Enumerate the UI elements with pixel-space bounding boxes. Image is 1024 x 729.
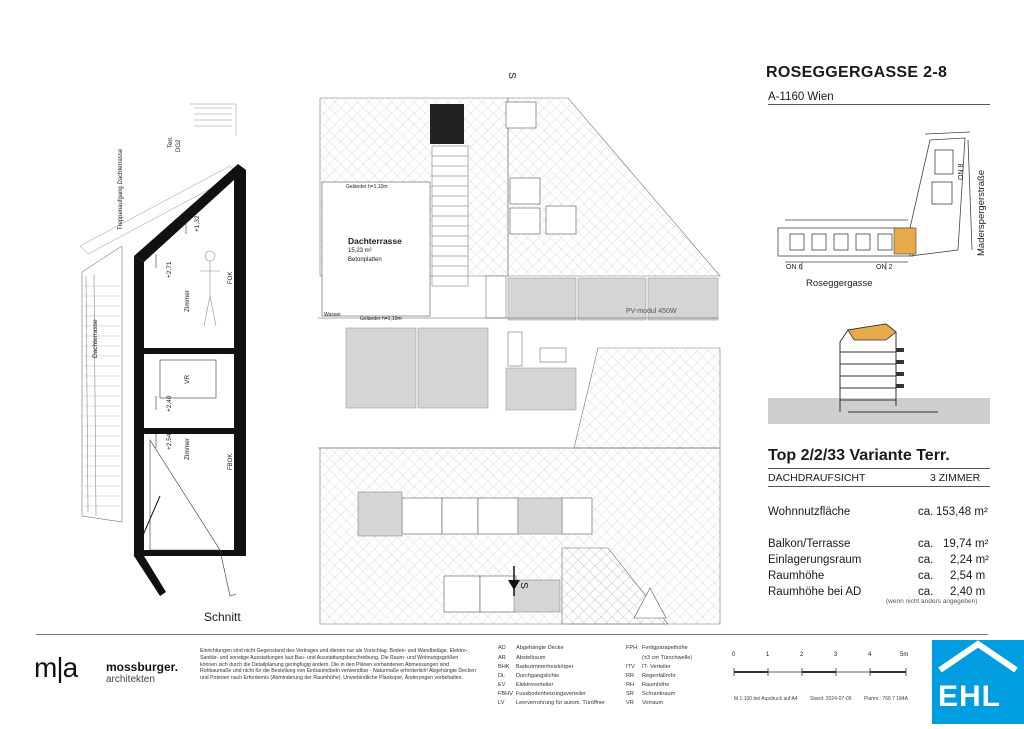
height-271: +2,71: [166, 261, 173, 278]
legend-item: ITV IT- Verteiler: [626, 664, 671, 670]
scale-tick: 2: [800, 652, 804, 658]
section-marker-top: S: [505, 72, 517, 79]
area-prefix: ca.: [918, 570, 934, 582]
legend-item: SR Schrankraum: [626, 691, 676, 697]
legend-item: AR Abstellraum: [498, 655, 546, 661]
divider: [768, 486, 990, 487]
area-value-einlagerung: 2,24 m²: [950, 554, 989, 566]
divider: [768, 104, 990, 105]
area-label-balkon: Balkon/Terrasse: [768, 538, 851, 550]
legend-item: LV Leerverrohrung für autom. Türöffner: [498, 700, 606, 706]
area-label-raumhoehe-ad: Raumhöhe bei AD: [768, 586, 862, 598]
height-254: +2,54: [166, 433, 173, 450]
rooms-label: 3 ZIMMER: [930, 472, 981, 484]
site-label-on2: ON 2: [876, 264, 893, 271]
brand-text: EHL: [938, 680, 1001, 713]
fbok-label: FBOK: [228, 453, 234, 470]
street-roseggergasse: Roseggergasse: [806, 278, 873, 289]
unit-title: Top 2/2/33 Variante Terr.: [768, 447, 950, 464]
legend-item: DL Durchgangslichte: [498, 673, 560, 679]
area-value-raumhoehe: 2,54 m: [950, 570, 986, 582]
area-label-einlagerung: Einlagerungsraum: [768, 554, 862, 566]
section-marker-bottom: S: [517, 582, 529, 589]
height-132: +1,32: [194, 215, 201, 232]
pv-label: PV-modul 450W: [626, 308, 677, 315]
legend-item: VR Vorraum: [626, 700, 664, 706]
section-room-zimmer-lower: Zimmer: [184, 437, 191, 460]
area-value-balkon: 19,74 m²: [943, 538, 989, 550]
project-address: A-1160 Wien: [768, 91, 834, 103]
section-room-zimmer-upper: Zimmer: [184, 289, 191, 312]
scale-bar: [730, 658, 910, 682]
railing-label-bottom: Geländer h=1,10m: [360, 316, 402, 322]
date-note: Stand: 2024-07-09: [810, 696, 852, 702]
scale-tick: 3: [834, 652, 838, 658]
site-plan: [760, 120, 1000, 300]
view-label: DACHDRAUFSICHT: [768, 472, 866, 484]
legend-item: FBHV Fussbodenheizungsverteiler: [498, 691, 586, 697]
scale-tick: 4: [868, 652, 872, 658]
unit-highlight: [894, 228, 916, 254]
legend-item: RH Raumhöhe: [626, 682, 670, 688]
section-top-label-stair: Treppenaufgang Dachterrasse: [118, 148, 124, 230]
scale-note: M 1:100 bei Ausdruck auf A4: [734, 696, 798, 702]
ehl-logo: [932, 640, 1024, 724]
area-footnote: (wenn nicht anders angegeben): [886, 598, 978, 605]
section-room-vr: VR: [184, 374, 191, 384]
area-label-wohnnutzflaeche: Wohnnutzfläche: [768, 506, 851, 518]
disclaimer-text: Einrichtungen sind nicht Gegenstand des Vertrages und dienen nur als Vorschlag. Boden- und Wandbeläge, Elektro-, Sanitär- und sonstige Ausstattungen laut Bau- und Ausstattungsbeschreibung. Die Raum- und Wohnungsgrößen können sich durch die Detailplanung geringfügig ändern. Die in den Plänen vorhandenen Abmessungen sind Rohbaumaße und nicht für die Bestellung von Einbaumöbeln verwendbar - Naturmaße erforderlich! Abgehängte Decken und Poterien nach Erfordernis (Abminderung der Raumhöhe). Unverbindliche Plankopie, Änderungen vorbehalten.: [200, 648, 476, 682]
roof-plan: [318, 96, 722, 626]
legend-item: RR Regenfallrohr: [626, 673, 676, 679]
logo-name: mossburger.: [106, 660, 179, 674]
legend-item: AD Abgehängte Decke: [498, 645, 564, 651]
plan-number: Plannr.: 769 7 184A: [864, 696, 908, 702]
site-label-on6: ON 6: [786, 264, 803, 271]
section-drawing: [60, 96, 260, 616]
legend-item: FPH Fertigparapethöhe: [626, 645, 688, 651]
terrace-area: 15,23 m²: [348, 248, 372, 254]
site-label-on8: ON 8: [958, 163, 965, 180]
fok-label: FOK: [228, 271, 234, 284]
height-240: +2,40: [166, 395, 173, 412]
section-top-label-terr: Terr.: [168, 136, 174, 148]
area-prefix: ca.: [918, 554, 934, 566]
scale-tick: 5m: [900, 652, 909, 658]
section-side-label: Dachterrasse: [92, 319, 99, 358]
area-prefix: ca.: [918, 586, 934, 598]
legend-item: (±3 cm Türschwelle): [642, 655, 693, 661]
section-top-label-dg2: DG2: [176, 139, 182, 152]
legend-item: BHK Badezimmerheizkörper: [498, 664, 574, 670]
area-value-wohnnutzflaeche: 153,48 m²: [936, 506, 988, 518]
section-mini: [768, 318, 990, 428]
area-prefix: ca.: [918, 538, 934, 550]
wasser-label: Wasser: [324, 312, 341, 318]
street-maderspergerstrasse: Maderspergerstraße: [976, 169, 987, 256]
legend-item: EV Elektroverteiler: [498, 682, 554, 688]
project-title: ROSEGGERGASSE 2-8: [766, 64, 948, 81]
footer-divider: [36, 634, 988, 635]
scale-tick: 0: [732, 652, 736, 658]
terrace-material: Betonplatten: [348, 257, 382, 263]
logo-sub: architekten: [106, 674, 155, 685]
scale-tick: 1: [766, 652, 770, 658]
logo-mark: m|a: [34, 652, 78, 683]
railing-label-top: Geländer h=1,10m: [346, 184, 388, 190]
area-prefix: ca.: [918, 506, 934, 518]
area-label-raumhoehe: Raumhöhe: [768, 570, 825, 582]
area-value-raumhoehe-ad: 2,40 m: [950, 586, 986, 598]
section-label: Schnitt: [204, 610, 241, 624]
divider: [768, 468, 990, 469]
terrace-name: Dachterrasse: [348, 236, 402, 246]
